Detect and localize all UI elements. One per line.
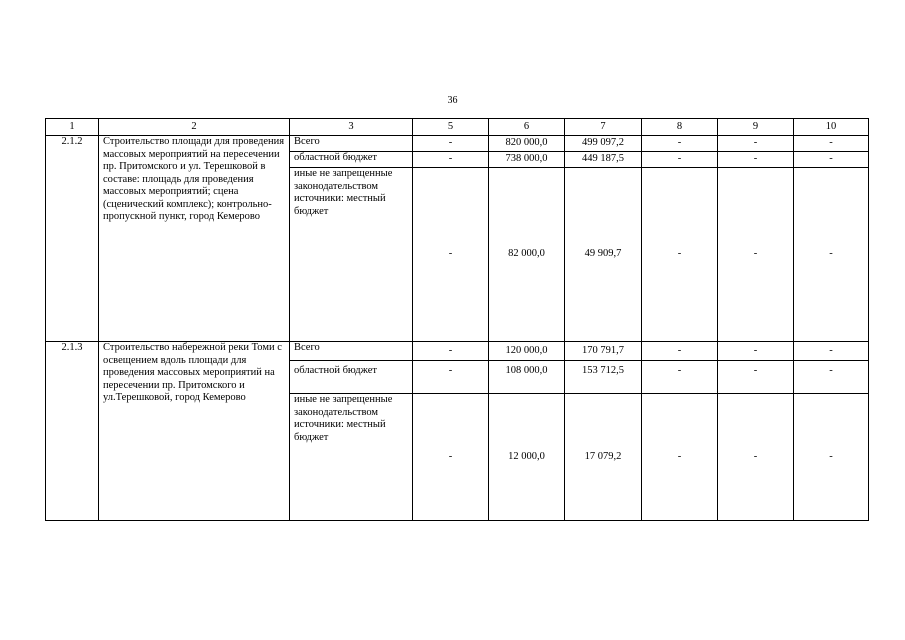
col-header-9: 9	[718, 119, 794, 136]
cell-c6: 120 000,0	[489, 342, 565, 361]
col-header-2: 2	[99, 119, 290, 136]
cell-c9: -	[718, 394, 794, 521]
cell-c7: 17 079,2	[565, 394, 642, 521]
col-header-3: 3	[290, 119, 413, 136]
col-header-6: 6	[489, 119, 565, 136]
cell-c8: -	[642, 342, 718, 361]
row-code: 2.1.3	[46, 342, 99, 521]
row-name: Строительство площади для проведения массовых мероприятий на пересечении пр. Притомского и ул. Терешковой в составе: площадь для проведения массовых мероприятий; сцена (сценический комплекс); контрольно-пропускной пункт, город Кемерово	[99, 136, 290, 342]
cell-c8: -	[642, 152, 718, 168]
row-name: Строительство набережной реки Томи с освещением вдоль площади для проведения массовых мероприятий на пересечении пр. Притомского и ул.Терешковой, город Кемерово	[99, 342, 290, 521]
cell-c5: -	[413, 394, 489, 521]
source-label: Всего	[290, 136, 413, 152]
source-label: областной бюджет	[290, 152, 413, 168]
col-header-10: 10	[794, 119, 869, 136]
table-row	[46, 342, 869, 361]
cell-c7: 499 097,2	[565, 136, 642, 152]
col-header-7: 7	[565, 119, 642, 136]
source-label: областной бюджет	[290, 361, 413, 394]
cell-c5: -	[413, 342, 489, 361]
cell-c8: -	[642, 168, 718, 342]
budget-table	[45, 118, 869, 521]
cell-c10: -	[794, 136, 869, 152]
cell-c7: 49 909,7	[565, 168, 642, 342]
cell-c10: -	[794, 152, 869, 168]
header-row	[46, 119, 869, 136]
source-label: Всего	[290, 342, 413, 361]
cell-c9: -	[718, 342, 794, 361]
cell-c5: -	[413, 168, 489, 342]
col-header-5: 5	[413, 119, 489, 136]
cell-c9: -	[718, 136, 794, 152]
cell-c6: 12 000,0	[489, 394, 565, 521]
cell-c6: 820 000,0	[489, 136, 565, 152]
cell-c9: -	[718, 152, 794, 168]
cell-c10: -	[794, 361, 869, 394]
cell-c9: -	[718, 168, 794, 342]
cell-c8: -	[642, 394, 718, 521]
cell-c6: 738 000,0	[489, 152, 565, 168]
source-label: иные не запрещенные законодательством источники: местный бюджет	[290, 168, 413, 342]
cell-c10: -	[794, 168, 869, 342]
cell-c5: -	[413, 152, 489, 168]
cell-c10: -	[794, 342, 869, 361]
cell-c8: -	[642, 136, 718, 152]
source-label: иные не запрещенные законодательством источники: местный бюджет	[290, 394, 413, 521]
cell-c5: -	[413, 136, 489, 152]
cell-c10: -	[794, 394, 869, 521]
cell-c6: 82 000,0	[489, 168, 565, 342]
cell-c8: -	[642, 361, 718, 394]
cell-c6: 108 000,0	[489, 361, 565, 394]
col-header-8: 8	[642, 119, 718, 136]
cell-c5: -	[413, 361, 489, 394]
col-header-1: 1	[46, 119, 99, 136]
page-number: 36	[447, 95, 458, 106]
row-code: 2.1.2	[46, 136, 99, 342]
cell-c9: -	[718, 361, 794, 394]
cell-c7: 449 187,5	[565, 152, 642, 168]
cell-c7: 170 791,7	[565, 342, 642, 361]
cell-c7: 153 712,5	[565, 361, 642, 394]
table-row	[46, 136, 869, 152]
